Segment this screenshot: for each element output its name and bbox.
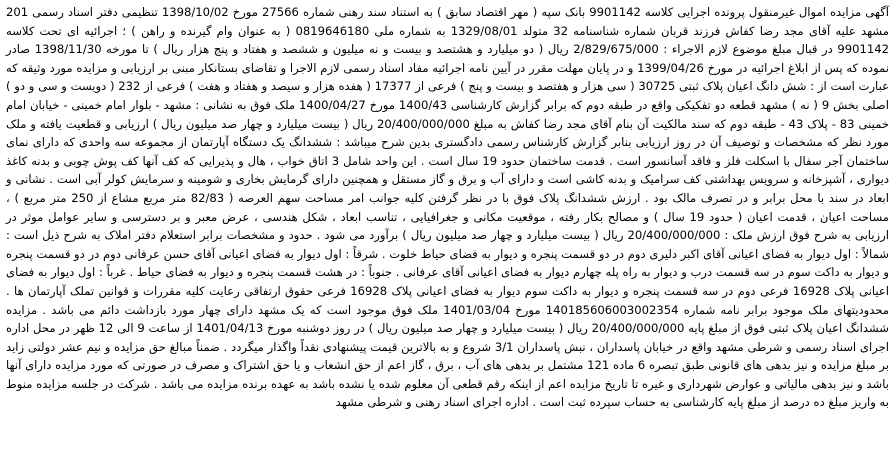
- notice-body-text: آگهی مزایده اموال غیرمنقول پرونده اجرایی کلاسه 9901142 بانک سپه ( مهر اقتصاد سابق ) به استناد سند رهنی شماره 27566 مورخ 1398/10/02 تنظیمی دفتر اسناد رسمی 201 مشهد علیه آقای مجد رضا کفاش فرزند قربان شماره شناسنامه 32 متولد 1329/08/01 به شماره ملی 0819646180 ( به عنوان وام گیرنده و راهن ) ؛ اجرائیه ای تحت کلاسه 9901142 در قبال مبلغ موضوع لازم الاجراء : 2/829/675/000 ریال ( دو میلیارد و هشتصد و بیست و نه میلیون و ششصد و هفتاد و پنج هزار ریال ) تا مورخه 1398/11/30 صادر نموده که پس از ابلاغ اجرائیه در مورخ 1399/04/26 و در پایان مهلت مقرر در آیین نامه اجرائیه مفاد اسناد رسمی لازم الاجرا و تقاضای بستانکار مبنی بر ارزیابی و مزایده مورد وثیقه که عبارت است از : شش دانگ اعیان پلاک ثبتی 30725 ( سی هزار و هفتصد و بیست و پنج ) فرعی از 17377 ( هفده هزار و سیصد و هفتاد و هفت ) فرعی از 232 ( دویست و سی و دو ) اصلی بخش 9 ( نه ) مشهد قطعه دو تفکیکی واقع در طبقه دوم که برابر گزارش کارشناسی 1400/43 مورخ 1400/04/27 ملک فوق به نشانی : مشهد - بلوار امام خمینی - خیابان امام خمینی 83 - پلاک 43 - طبقه دوم که سند مالکیت آن بنام آقای مجد رضا کفاش به مبلغ 20/400/000/000 ریال ( بیست میلیارد و چهار صد میلیون ریال ) ارزیابی و قطعیت یافته و ملک مورد نظر که مشخصات و توصیف آن در روز ارزیابی بنابر گزارش کارشناس رسمی دادگستری بدین شرح میباشد : ششدانگ یک دستگاه آپارتمان از مجموعه سه واحدی که دارای نمای ساختمان آجر سفال با اسکلت فلز و فاقد آسانسور است . قدمت ساختمان حدود 19 سال است . این واحد شامل 3 اتاق خواب ، هال و پذیرایی که کف آنها کف پوش چوبی و بدنه کاغذ دیواری ، آشپزخانه و سرویس بهداشتی کف سرامیک و بدنه کاشی است و دارای آب و برق و گاز مستقل و همچنین دارای گرمایش بخاری و شومینه و سرمایش کولر آبی است . نشانی و ابعاد در سند با محل برابر و در تصرف مالک بود . ارزش ششدانگ پلاک فوق با در نظر گرفتن کلیه جوانب امر مساحت سهم العرصه ( 82/83 متر مربع مشاع از 250 متر مربع ) ، مساحت اعیان ، قدمت اعیان ( حدود 19 سال ) و مصالح بکار رفته ، موقعیت مکانی و جغرافیایی ، تناسب ابعاد ، شکل هندسی ، عرض معبر و بر دسترسی و سایر عوامل موثر در ارزیابی به شرح فوق ارزش ملک : 20/400/000/000 ریال ( بیست میلیارد و چهار صد میلیون ریال ) برآورد می شود . حدود و مشخصات برابر استعلام دفتر املاک به شرح ذیل است : شمالاً : اول دیوار به فضای اعیانی آقای اکبر دلیری دوم در دو قسمت پنجره و دیوار به فضای حیاط خلوت . شرقاً : اول دیوار به فضای اعیانی آقای حسن عرفانی دوم در دو قسمت پنجره و دیوار به داکت سوم در سه قسمت درب و دیوار به راه پله چهارم دیوار به فضای اعیانی آقای عرفانی . جنوباً : در هشت قسمت پنجره و دیوار به فضای حیاط . غرباً : اول دیوار به فضای اعیانی پلاک 16928 فرعی دوم در سه قسمت پنجره و دیوار به داکت سوم دیوار به فضای اعیانی پلاک 16928 فرعی حقوق ارتفاقی رعایت کلیه مقررات و قوانین تملک آپارتمان ها . محدودیتهای ملک موجود برابر نامه شماره 140185606003002354 مورخ 1401/03/04 ملک فوق موجود است که یک مشهد دارای چهار مورد بازداشت دائم می باشد . مزایده ششدانگ اعیان پلاک ثبتی فوق از مبلغ پایه 20/400/000/000 ریال ( بیست میلیارد و چهار صد میلیون ریال ) در روز دوشنبه مورخ 1401/04/13 از ساعت 9 الی 12 ظهر در محل اداره اجرای اسناد رسمی و شرطی مشهد واقع در خیابان پاسداران ، نبش پاسداران 3/1 شروع و به بالاترین قیمت پیشنهادی نقداً واگذار میگردد . ضمناً مبالغ حق مزایده و نیم عشر دولتی زاید بر مبلغ مزایده و نیز بدهی های قانونی طبق تبصره 6 ماده 121 مشتمل بر بدهی های آب ، برق ، گاز اعم از حق انشعاب و یا حق اشتراک و مصرف در صورتی که مورد مزایده دارای آنها باشد و نیز بدهی مالیاتی و عوارض شهرداری و غیره تا تاریخ مزایده اعم از اینکه رقم قطعی آن معلوم شده یا نشده باشد به عهده برنده مزایده می باشد . شرکت در جلسه مزایده منوط به واریز مبلغ ده درصد از مبلغ پایه کارشناسی به حساب سپرده ثبت است . اداره اجرای اسناد رهنی و شرطی مشهد: [6, 5, 890, 410]
